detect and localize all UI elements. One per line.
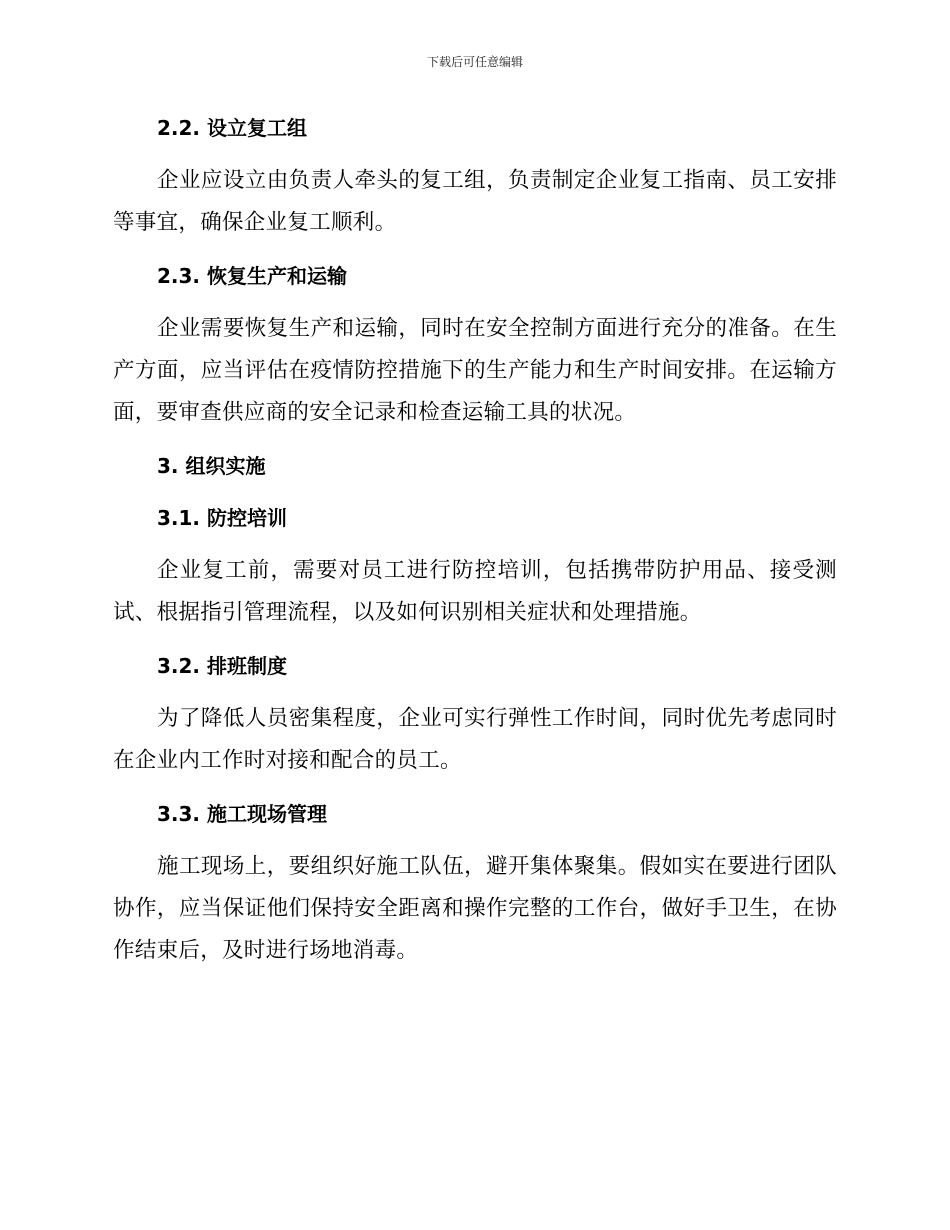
section-heading-3-2: 3.2. 排班制度 bbox=[157, 654, 287, 678]
document-body bbox=[113, 108, 837, 972]
section-paragraph-2-3: 企业需要恢复生产和运输，同时在安全控制方面进行充分的准备。在生产方面，应当评估在疫情防控措施下的生产能力和生产时间安排。在运输方面，要审查供应商的安全记录和检查运输工具的状况。 bbox=[113, 316, 837, 425]
section-heading-2-2: 2.2. 设立复工组 bbox=[157, 116, 307, 140]
section-heading-3-1: 3.1. 防控培训 bbox=[157, 506, 287, 530]
section-paragraph-3-2: 为了降低人员密集程度，企业可实行弹性工作时间，同时优先考虑同时在企业内工作时对接和配合的员工。 bbox=[113, 706, 837, 773]
section-paragraph-2-2: 企业应设立由负责人牵头的复工组，负责制定企业复工指南、员工安排等事宜，确保企业复工顺利。 bbox=[113, 168, 837, 235]
section-heading-2-3: 2.3. 恢复生产和运输 bbox=[157, 264, 347, 288]
section-heading-3: 3. 组织实施 bbox=[157, 454, 266, 478]
section-paragraph-3-3: 施工现场上，要组织好施工队伍，避开集体聚集。假如实在要进行团队协作，应当保证他们保持安全距离和操作完整的工作台，做好手卫生，在协作结束后，及时进行场地消毒。 bbox=[113, 854, 837, 963]
page-header: 下载后可任意编辑 bbox=[426, 55, 523, 69]
section-heading-3-3: 3.3. 施工现场管理 bbox=[157, 802, 327, 826]
section-paragraph-3-1: 企业复工前，需要对员工进行防控培训，包括携带防护用品、接受测试、根据指引管理流程，以及如何识别相关症状和处理措施。 bbox=[113, 558, 837, 625]
